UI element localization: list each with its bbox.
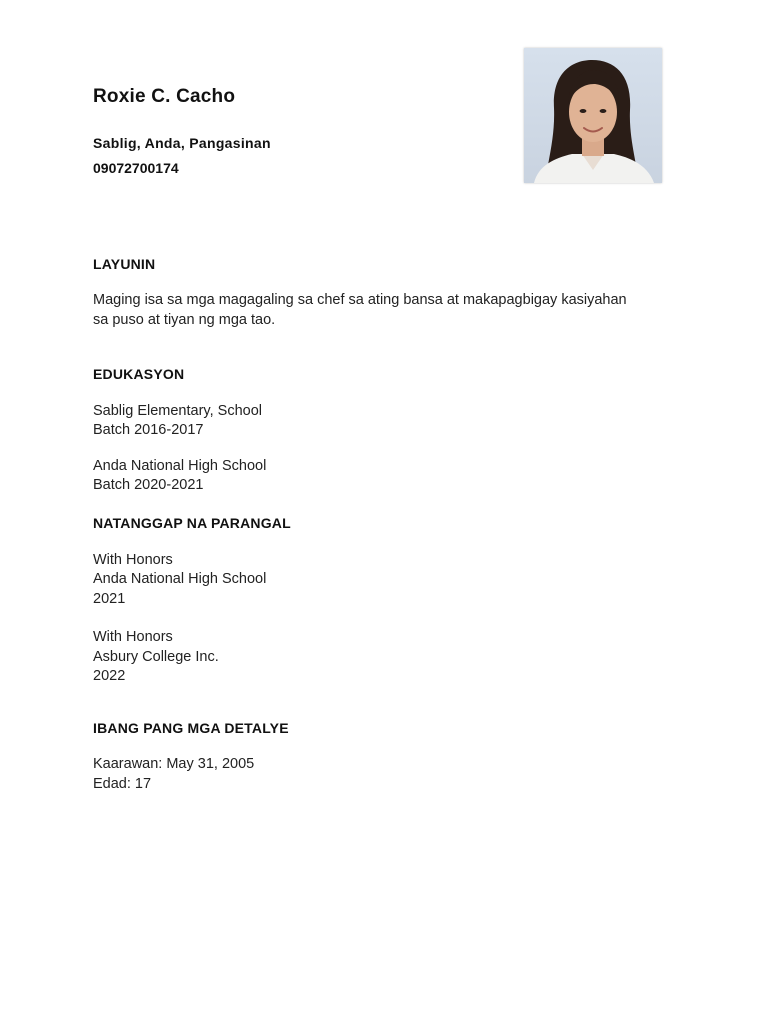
- objective-text-line-1: Maging isa sa mga magagaling sa chef sa ating bansa at makapagbigay kasiyahan: [93, 292, 627, 308]
- profile-photo: [524, 48, 662, 183]
- education-heading: EDUKASYON: [93, 366, 185, 382]
- award-title: With Honors: [93, 552, 173, 568]
- education-school: Anda National High School: [93, 458, 267, 474]
- education-batch: Batch 2016-2017: [93, 422, 204, 438]
- details-birthday: Kaarawan: May 31, 2005: [93, 756, 255, 772]
- objective-heading: LAYUNIN: [93, 256, 156, 272]
- award-school: Asbury College Inc.: [93, 649, 219, 665]
- award-title: With Honors: [93, 629, 173, 645]
- award-school: Anda National High School: [93, 571, 267, 587]
- applicant-phone: 09072700174: [93, 160, 179, 176]
- awards-heading: NATANGGAP NA PARANGAL: [93, 515, 291, 531]
- details-age: Edad: 17: [93, 776, 152, 792]
- applicant-address: Sablig, Anda, Pangasinan: [93, 135, 271, 151]
- education-school: Sablig Elementary, School: [93, 403, 262, 419]
- education-batch: Batch 2020-2021: [93, 477, 204, 493]
- award-year: 2022: [93, 668, 126, 684]
- objective-text-line-2: sa puso at tiyan ng mga tao.: [93, 312, 276, 328]
- award-year: 2021: [93, 591, 126, 607]
- applicant-name: Roxie C. Cacho: [93, 86, 236, 107]
- details-heading: IBANG PANG MGA DETALYE: [93, 720, 289, 736]
